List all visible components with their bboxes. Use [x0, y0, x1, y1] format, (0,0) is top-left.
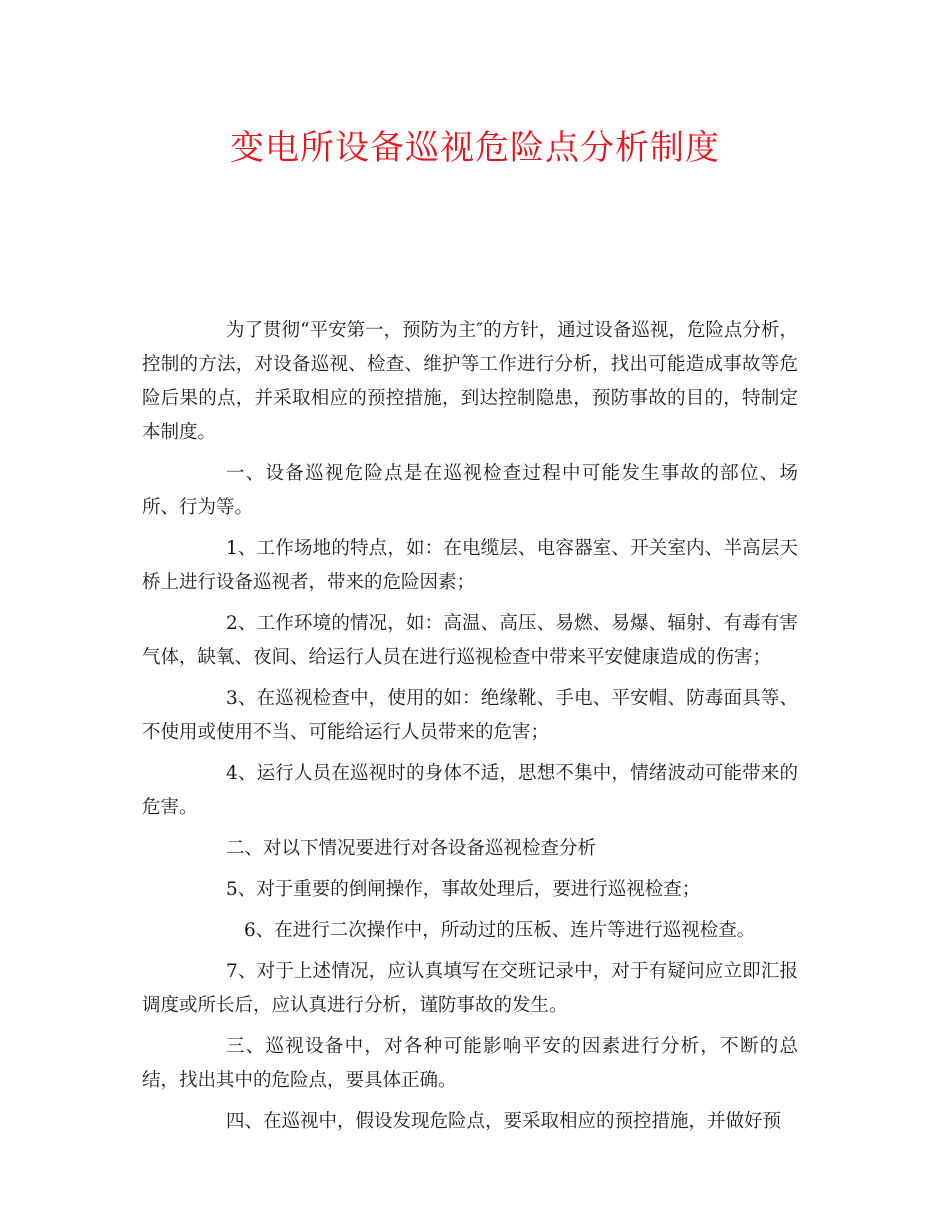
paragraph-item-7: 7、对于上述情况，应认真填写在交班记录中，对于有疑问应立即汇报调度或所长后，应认真进行分析，谨防事故的发生。 [142, 961, 798, 1016]
paragraph-section-1: 一、设备巡视危险点是在巡视检查过程中可能发生事故的部位、场所、行为等。 [142, 463, 798, 518]
paragraph-section-2: 二、对以下情况要进行对各设备巡视检查分析 [226, 838, 597, 859]
paragraph-item-3: 3、在巡视检查中，使用的如：绝缘靴、手电、平安帽、防毒面具等、不使用或使用不当、可能给运行人员带来的危害； [142, 688, 798, 743]
paragraph-item-4: 4、运行人员在巡视时的身体不适，思想不集中，情绪波动可能带来的危害。 [142, 763, 798, 818]
paragraph-item-1: 1、工作场地的特点，如：在电缆层、电容器室、开关室内、半高层天桥上进行设备巡视者，带来的危险因素； [142, 538, 798, 593]
paragraph-item-6: 6、在进行二次操作中，所动过的压板、连片等进行巡视检查。 [244, 920, 756, 941]
document-title: 变电所设备巡视危险点分析制度 [230, 128, 720, 168]
paragraph-section-3: 三、巡视设备中，对各种可能影响平安的因素进行分析，不断的总结，找出其中的危险点，要具体正确。 [142, 1036, 798, 1091]
paragraph-section-4: 四、在巡视中，假设发现危险点，要采取相应的预控措施，并做好预 [226, 1111, 782, 1132]
paragraph-item-5: 5、对于重要的倒闸操作，事故处理后，要进行巡视检查； [226, 879, 701, 900]
document-body [142, 314, 798, 1146]
paragraph-intro: 为了贯彻“平安第一，预防为主″的方针，通过设备巡视，危险点分析，控制的方法，对设备巡视、检查、维护等工作进行分析，找出可能造成事故等危险后果的点，并采取相应的预控措施，到达控制隐患，预防事故的目的，特制定本制度。 [142, 320, 798, 443]
paragraph-item-2: 2、工作环境的情况，如：高温、高压、易燃、易爆、辐射、有毒有害气体，缺氧、夜间、给运行人员在进行巡视检查中带来平安健康造成的伤害； [142, 613, 798, 668]
